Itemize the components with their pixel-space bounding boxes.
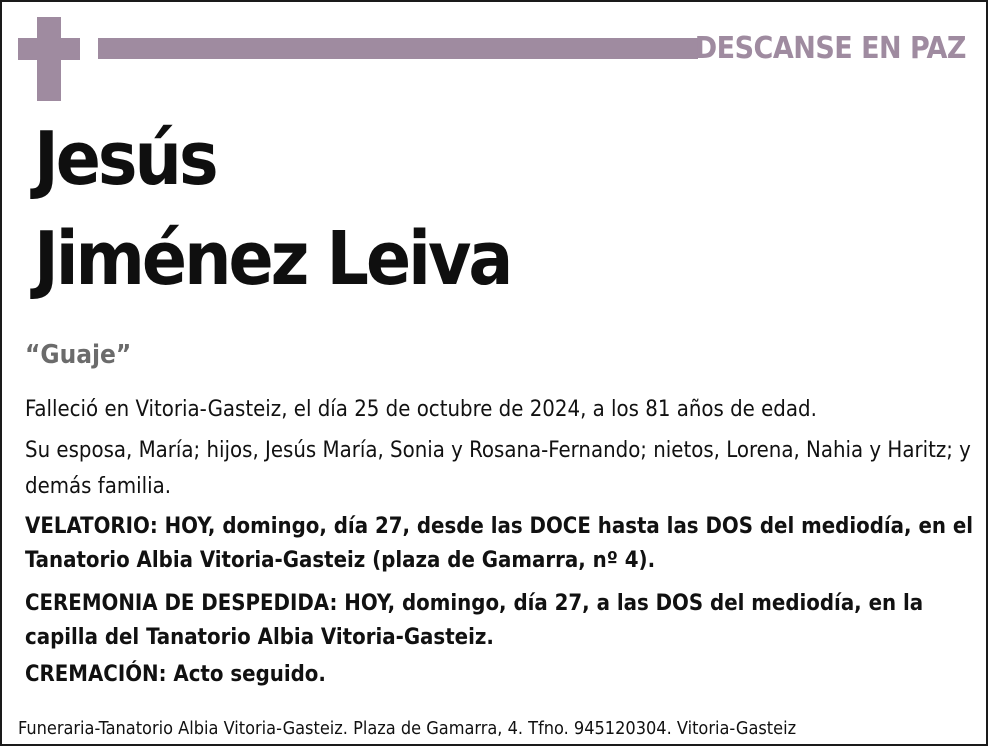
funeral-home-footer: Funeraria-Tanatorio Albia Vitoria-Gasteiz. Plaza de Gamarra, 4. Tfno. 945120304. Vitoria-Gasteiz bbox=[18, 718, 797, 739]
ceremony-notice: CEREMONIA DE DESPEDIDA: HOY, domingo, día 27, a las DOS del mediodía, en la capilla del Tanatorio Albia Vitoria-Gasteiz. bbox=[25, 591, 924, 650]
death-notice: Falleció en Vitoria-Gasteiz, el día 25 de octubre de 2024, a los 81 años de edad. bbox=[25, 397, 817, 422]
deceased-nickname: “Guaje” bbox=[25, 340, 132, 370]
velatorio-notice: VELATORIO: HOY, domingo, día 27, desde las DOCE hasta las DOS del mediodía, en el Tanatorio Albia Vitoria-Gasteiz (plaza de Gamarra, nº 4). bbox=[25, 514, 974, 573]
cremation-notice: CREMACIÓN: Acto seguido. bbox=[25, 662, 326, 687]
family-list: Su esposa, María; hijos, Jesús María, Sonia y Rosana-Fernando; nietos, Lorena, Nahia y Haritz; y demás familia. bbox=[25, 438, 971, 499]
cross-horizontal-bar bbox=[18, 38, 80, 60]
deceased-surnames: Jiménez Leiva bbox=[34, 216, 511, 302]
header-label: DESCANSE EN PAZ bbox=[694, 31, 966, 66]
header-rule bbox=[98, 38, 698, 59]
deceased-first-name: Jesús bbox=[34, 116, 216, 202]
